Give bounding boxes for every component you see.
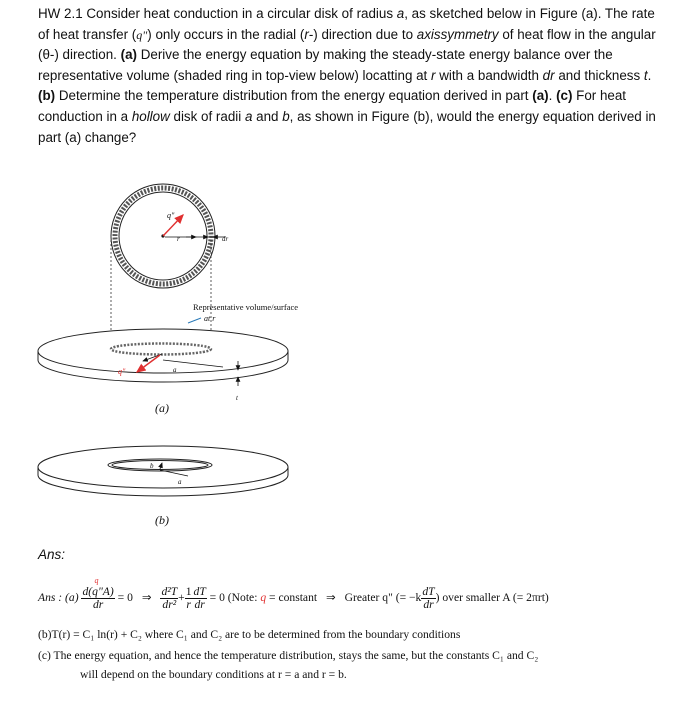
answer-line-b: (b)T(r) = C₁ ln(r) + C₂ where C₁ and C₂ are to be determined from the boundary conditions xyxy=(38,628,461,641)
fraction-dqA-dr: q d(q"A) dr xyxy=(82,576,114,611)
answer-line-c: (c) The energy equation, and hence the temperature distribution, stays the same, but the constants C₁ and C₂ xyxy=(38,649,539,662)
r-label: r xyxy=(177,235,180,243)
b-label: b xyxy=(150,462,154,470)
figure-b xyxy=(38,446,288,527)
answer-label: Ans: xyxy=(38,547,66,562)
a-label-b: a xyxy=(178,478,182,486)
problem-statement: HW 2.1 Consider heat conduction in a circular disk of radius a, as sketched below in Figure (a). The rate of heat transfer (q") only occurs in the radial (r-) direction due to axissymmetry of heat flow in the angular (θ-) direction. (a) Derive the energy equation by making the steady-state energy balance over the representative volume (shaded ring in top-view below) locatting at r with a bandwidth dr and thickness t. (b) Determine the temperature distribution from the energy equation derived in part (a). (c) For heat conduction in a hollow disk of radii a and b, as shown in Figure (b), would the energy equation derived in part (a) change? xyxy=(38,6,656,145)
answer-line-a: Ans : (a) q d(q"A) dr = 0 ⇒ $\frac{\text{d²T}}{\text{dr²}}$ + $\frac{1}{r}$ $\frac{dT}{dr}$ = 0 (Note: q = constant ⇒ Greater q" (= −k $\frac{dT}{dr}$ ) over smaller A (= 2πrt) xyxy=(38,576,549,611)
part-c-label: (c) xyxy=(556,88,573,104)
hw-label: HW 2.1 xyxy=(38,6,83,21)
figure-a-caption: (a) xyxy=(155,401,169,415)
q-label-top: q" xyxy=(167,211,175,220)
at-r-label: at r xyxy=(204,314,216,323)
answer-line-c-cont: will depend on the boundary conditions at r = a and r = b. xyxy=(80,668,347,681)
figure-b-caption: (b) xyxy=(155,513,169,527)
t-label: t xyxy=(236,394,238,402)
q-label-disk: q" xyxy=(118,367,126,376)
rep-volume-label: Representative volume/surface xyxy=(193,302,299,312)
disk-top xyxy=(38,329,288,373)
a-label: a xyxy=(173,366,177,374)
part-a-label: (a) xyxy=(120,47,137,63)
dr-label: dr xyxy=(222,235,229,243)
part-b-label: (b) xyxy=(38,88,56,104)
